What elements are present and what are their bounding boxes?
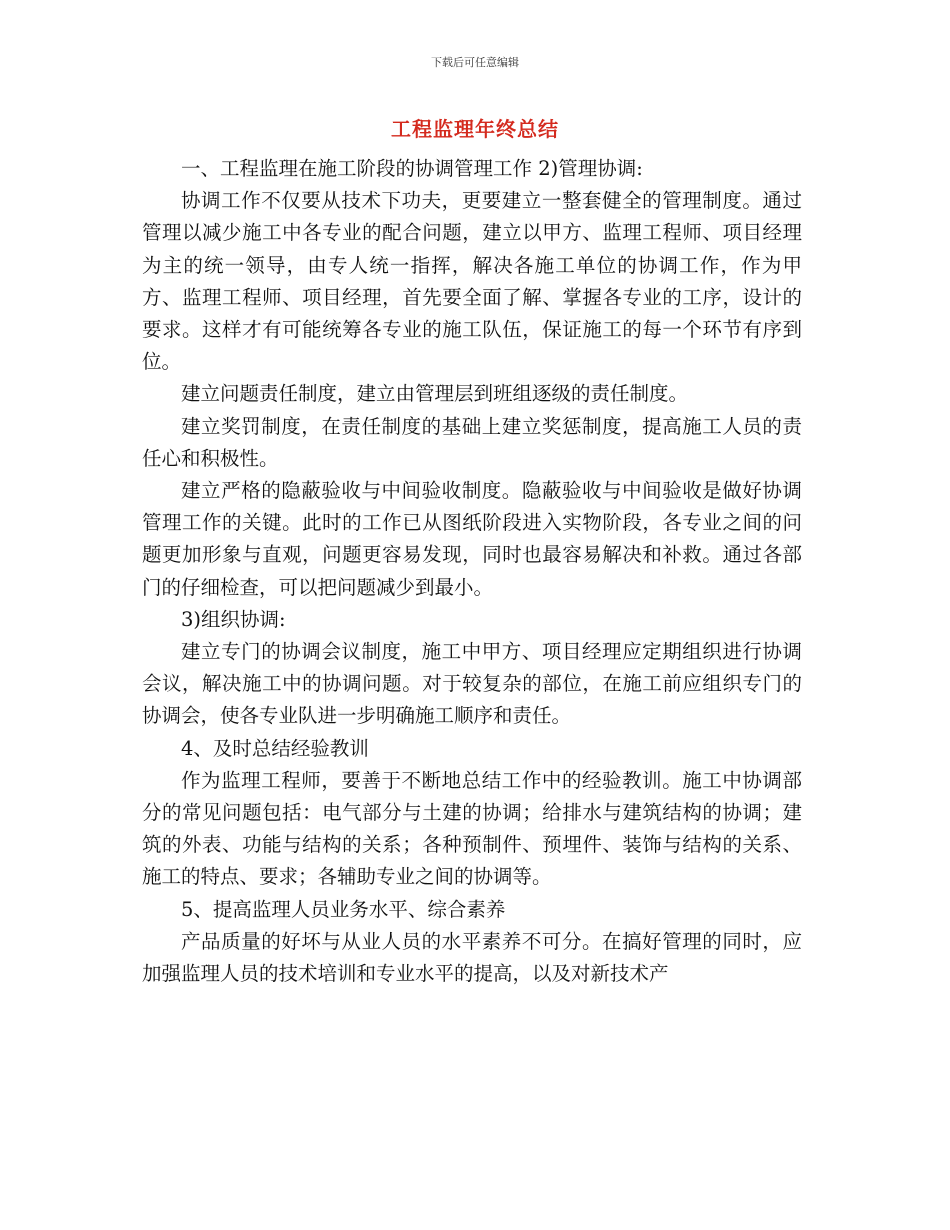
document-body <box>142 153 802 990</box>
paragraph-management-coordination: 协调工作不仅要从技术下功夫，更要建立一整套健全的管理制度。通过管理以减少施工中各专业的配合问题，建立以甲方、监理工程师、项目经理为主的统一领导，由专人统一指挥，解决各施工单位的协调工作，作为甲方、监理工程师、项目经理，首先要全面了解、掌握各专业的工序，设计的要求。这样才有可能统筹各专业的施工队伍，保证施工的每一个环节有序到位。 <box>142 189 802 374</box>
header-note: 下载后可任意编辑 <box>431 56 519 69</box>
paragraph-responsibility-system: 建立问题责任制度，建立由管理层到班组逐级的责任制度。 <box>181 382 689 406</box>
paragraph-reward-system: 建立奖罚制度，在责任制度的基础上建立奖惩制度，提高施工人员的责任心和积极性。 <box>142 414 802 470</box>
paragraph-quality-training: 产品质量的好坏与从业人员的水平素养不可分。在搞好管理的同时，应加强监理人员的技术培训和专业水平的提高，以及对新技术产 <box>142 929 802 986</box>
paragraph-lessons-learned: 作为监理工程师，要善于不断地总结工作中的经验教训。施工中协调部分的常见问题包括：电气部分与土建的协调；给排水与建筑结构的协调；建筑的外表、功能与结构的关系；各种预制件、预埋件、装饰与结构的关系、施工的特点、要求；各辅助专业之间的协调等。 <box>142 768 802 889</box>
paragraph-meeting-system: 建立专门的协调会议制度，施工中甲方、项目经理应定期组织进行协调会议，解决施工中的协调问题。对于较复杂的部位，在施工前应组织专门的协调会，使各专业队进一步明确施工顺序和责任。 <box>142 640 802 728</box>
paragraph-heading-5: 5、提高监理人员业务水平、综合素养 <box>181 897 506 921</box>
document-title: 工程监理年终总结 <box>391 117 559 141</box>
paragraph-heading-3: 3)组织协调: <box>181 607 286 631</box>
paragraph-heading-1: 一、工程监理在施工阶段的协调管理工作 2)管理协调: <box>181 157 643 180</box>
paragraph-acceptance-system: 建立严格的隐蔽验收与中间验收制度。隐蔽验收与中间验收是做好协调管理工作的关键。此时的工作已从图纸阶段进入实物阶段，各专业之间的问题更加形象与直观，问题更容易发现，同时也最容易解决和补救。通过各部门的仔细检查，可以把问题减少到最小。 <box>142 479 802 599</box>
paragraph-heading-4: 4、及时总结经验教训 <box>181 736 369 760</box>
